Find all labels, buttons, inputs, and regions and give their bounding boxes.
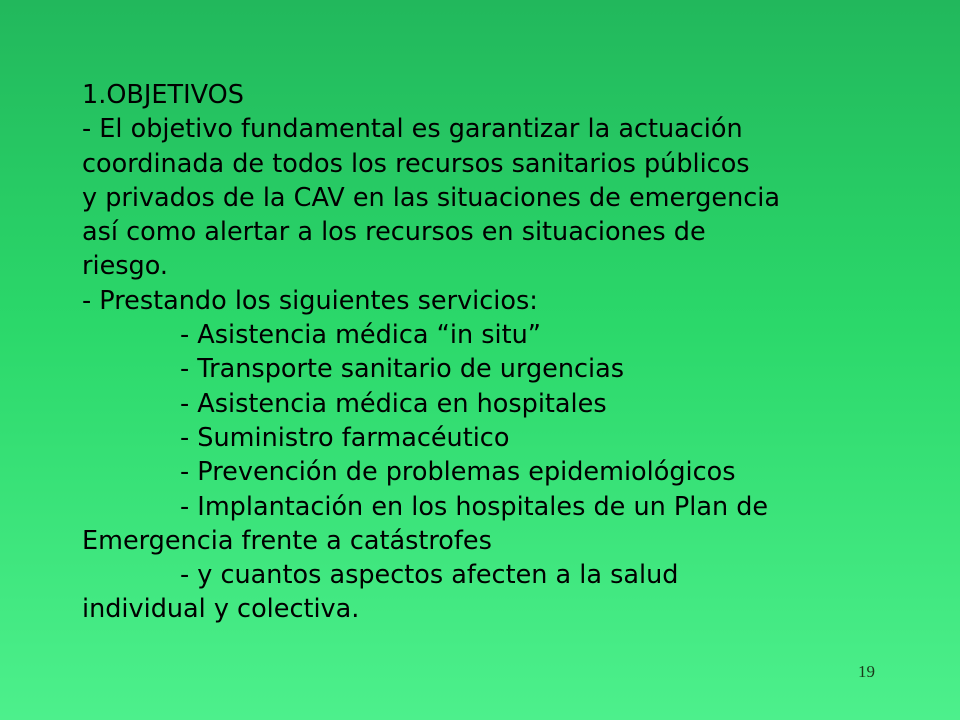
section-heading: 1.OBJETIVOS <box>82 80 244 110</box>
objective-line: y privados de la CAV en las situaciones de emergencia <box>82 182 780 213</box>
service-item: - Asistencia médica “in situ” <box>180 320 541 351</box>
service-item-continuation: Emergencia frente a catástrofes <box>82 525 492 556</box>
final-item: - y cuantos aspectos afecten a la salud <box>180 560 679 591</box>
slide-content <box>82 78 902 627</box>
objective-line: - El objetivo fundamental es garantizar la actuación <box>82 114 743 145</box>
service-item: - Asistencia médica en hospitales <box>180 388 607 419</box>
final-item-continuation: individual y colectiva. <box>82 594 360 625</box>
objective-line: riesgo. <box>82 251 168 282</box>
objective-line: así como alertar a los recursos en situaciones de <box>82 217 706 248</box>
service-item: - Suministro farmacéutico <box>180 422 510 453</box>
service-item: - Prevención de problemas epidemiológicos <box>180 457 736 488</box>
services-intro: - Prestando los siguientes servicios: <box>82 285 538 316</box>
service-item: - Transporte sanitario de urgencias <box>180 354 625 385</box>
page-number: 19 <box>858 662 875 681</box>
objective-line: coordinada de todos los recursos sanitarios públicos <box>82 148 750 179</box>
service-item: - Implantación en los hospitales de un Plan de <box>180 491 769 522</box>
